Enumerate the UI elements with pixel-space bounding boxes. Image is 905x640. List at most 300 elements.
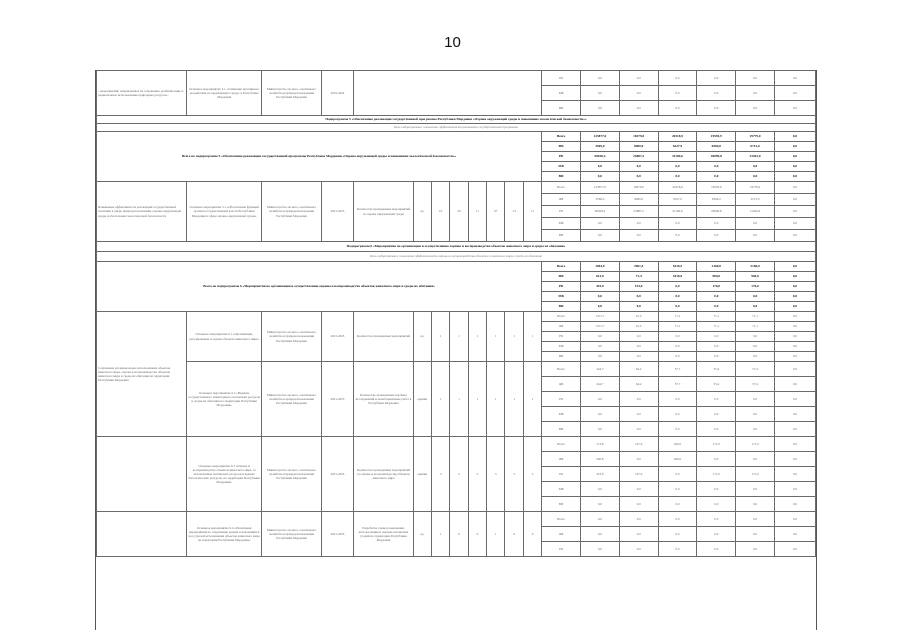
funding-source-cell: ВИ [542, 172, 581, 182]
funding-value-cell: 0,0 [774, 512, 815, 527]
funding-value-cell: 0,0 [736, 86, 775, 101]
funding-value-cell: 0,0 [619, 497, 658, 512]
funding-value-cell: 0,0 [619, 218, 658, 230]
funding-source-cell: РБ [542, 467, 581, 482]
funding-value-cell: 0,0 [774, 467, 815, 482]
funding-value-cell: 0,0 [774, 407, 815, 422]
funding-value-cell: 290,0 [658, 452, 697, 467]
funding-value-cell: 0,0 [774, 527, 815, 542]
funding-value-cell: 0,0 [658, 497, 697, 512]
funding-value-cell: 0,0 [697, 302, 736, 312]
funding-value-cell: 0,0 [736, 512, 775, 527]
funding-value-cell: 244,7 [581, 362, 620, 377]
funding-value-cell: 0,0 [581, 527, 620, 542]
funding-value-cell: 984,0 [736, 272, 775, 282]
funding-value-cell: 0,0 [697, 172, 736, 182]
funding-value-cell: 0,0 [619, 172, 658, 182]
funding-value-cell: 0,0 [736, 422, 775, 437]
funding-value-cell: 0,0 [619, 302, 658, 312]
indicator-name-cell: Количество проведенных мероприятий по охране и воспроизводству объектов животного мира [354, 437, 413, 512]
funding-value-cell: 1064,0 [581, 262, 620, 272]
funding-value-cell: 0,0 [736, 332, 775, 342]
funding-value-cell: 0,0 [774, 182, 815, 194]
budget-table-sheet [95, 70, 817, 630]
executor-cell: Министерство лесного, охотничьего хозяйства и природопользования Республики Мордовия [262, 312, 321, 362]
funding-value-cell: 0,0 [581, 332, 620, 342]
measure-name-cell: Основное мероприятие 6.3 «Охрана и воспроизводство объектов животного мира, за исключением охотничьих ресурсов и водных биологических ресурсов, на территории Республики Мордовия» [186, 437, 262, 512]
funding-source-cell: ФБ [542, 322, 581, 332]
funding-value-cell: 713,8 [581, 437, 620, 452]
funding-value-cell: 21042,0 [736, 206, 775, 218]
funding-value-cell: 1371,7 [581, 312, 620, 322]
indicator-value-cell: 1 [468, 312, 486, 362]
unit-cell: ед. [413, 512, 431, 557]
indicator-value-cell: 5 [505, 437, 523, 512]
indicator-value-cell: 0 [468, 512, 486, 557]
funding-value-cell: 176,0 [736, 282, 775, 292]
funding-value-cell: 0,0 [774, 352, 815, 362]
funding-value-cell: 0,0 [658, 482, 697, 497]
funding-value-cell: 21169,6 [658, 152, 697, 162]
funding-value-cell: 2160,0 [697, 262, 736, 272]
funding-value-cell: 0,0 [774, 152, 815, 162]
unit-cell: ед. [413, 312, 431, 362]
funding-source-cell: РБ [542, 282, 581, 292]
funding-value-cell: 0,0 [619, 71, 658, 86]
funding-source-cell: Всего [542, 132, 581, 142]
funding-source-cell: Всего [542, 312, 581, 322]
funding-value-cell: 0,0 [619, 542, 658, 557]
subprogram-goal-cell: Цель подпрограммы: повышение эффективности реализации государственной программы [97, 124, 816, 132]
indicator-name-cell: Разработка схемы размещения, использования и охраны охотничьих угодий на территории Республики Мордовия [354, 512, 413, 557]
funding-value-cell: 0,0 [697, 86, 736, 101]
funding-source-cell: МБ [542, 162, 581, 172]
funding-source-cell: ФБ [542, 527, 581, 542]
subprogram-total-label-cell: Всего по подпрограмме 5 «Обеспечение реализации государственной программы Республики Мордовия «Охрана окружающей среды и повышение экологической безопасности»» [97, 132, 542, 182]
indicator-value-cell: 1 [431, 512, 449, 557]
funding-value-cell: 0,0 [658, 302, 697, 312]
funding-value-cell: 0,0 [774, 342, 815, 352]
funding-value-cell: 0,0 [774, 377, 815, 392]
funding-value-cell: 0,0 [774, 71, 815, 86]
funding-value-cell: 1371,7 [581, 322, 620, 332]
funding-source-cell: РБ [542, 71, 581, 86]
funding-value-cell: 20099,8 [697, 152, 736, 162]
funding-value-cell: 0,0 [774, 542, 815, 557]
funding-value-cell: 3569,0 [581, 194, 620, 206]
funding-value-cell: 0,0 [774, 86, 815, 101]
goal-description-cell [97, 512, 187, 557]
funding-value-cell: 0,0 [774, 302, 815, 312]
table-row [97, 512, 816, 527]
funding-value-cell: 25887,2 [619, 206, 658, 218]
funding-value-cell: 20318,9 [658, 182, 697, 194]
funding-source-cell: ФБ [542, 142, 581, 152]
measure-name-cell: Основное мероприятие 6.2 «Ведение государственного мониторинга охотничьих ресурсов и среды их обитания на территории Республики Мордовия» [186, 362, 262, 437]
funding-value-cell: 0,0 [619, 422, 658, 437]
indicator-value-cell: 10 [431, 182, 449, 242]
table-row [97, 242, 816, 252]
funding-source-cell: МБ [542, 342, 581, 352]
funding-value-cell: 0,0 [658, 342, 697, 352]
funding-value-cell: 0,0 [581, 352, 620, 362]
funding-value-cell: 0,0 [581, 302, 620, 312]
funding-value-cell: 0,0 [774, 172, 815, 182]
funding-value-cell: 0,0 [774, 162, 815, 172]
indicator-value-cell: 5 [468, 437, 486, 512]
funding-value-cell: 0,0 [581, 482, 620, 497]
funding-value-cell: 6584,0 [697, 142, 736, 152]
funding-value-cell: 984,0 [697, 272, 736, 282]
funding-value-cell: 0,0 [697, 407, 736, 422]
indicator-block-cell [354, 71, 542, 116]
funding-value-cell: 0,0 [619, 512, 658, 527]
indicator-value-cell: 1 [450, 312, 468, 362]
funding-value-cell: 0,0 [774, 452, 815, 467]
executor-cell: Министерство лесного, охотничьего хозяйства и природопользования Республики Мордовия [262, 182, 321, 242]
executor-cell: Министерство лесного, охотничьего хозяйства и природопользования Республики Мордовия [262, 71, 321, 116]
funding-value-cell: 2160,0 [736, 262, 775, 272]
table-row [97, 124, 816, 132]
funding-value-cell: 0,0 [581, 71, 620, 86]
funding-value-cell: 3569,0 [581, 142, 620, 152]
funding-value-cell: 0,0 [658, 101, 697, 116]
indicator-name-cell: Количество проведенных мероприятий [354, 312, 413, 362]
indicator-value-cell: 20 [450, 182, 468, 242]
funding-value-cell: 0,0 [619, 292, 658, 302]
indicator-value-cell: 1 [487, 312, 505, 362]
indicator-value-cell: 1 [431, 362, 449, 437]
funding-value-cell: 0,0 [736, 482, 775, 497]
indicator-value-cell: 0 [450, 512, 468, 557]
indicator-value-cell: 1 [523, 362, 541, 437]
funding-value-cell: 6584,0 [697, 194, 736, 206]
funding-source-cell: МБ [542, 86, 581, 101]
indicator-value-cell: 1 [450, 362, 468, 437]
indicator-value-cell: 0 [505, 512, 523, 557]
funding-value-cell: 90028,4 [581, 206, 620, 218]
subprogram-goal-cell: Цель подпрограммы: повышение эффективности охраны и воспроизводства объектов животного мира и среды их обитания [97, 252, 816, 262]
funding-source-cell: ВИ [542, 352, 581, 362]
funding-value-cell: 0,0 [581, 407, 620, 422]
funding-value-cell: 0,0 [774, 312, 815, 322]
funding-value-cell: 0,0 [619, 482, 658, 497]
funding-value-cell: 453,0 [581, 282, 620, 292]
funding-value-cell: 0,0 [581, 342, 620, 352]
funding-value-cell: 0,0 [774, 362, 815, 377]
indicator-value-cell: 13 [505, 182, 523, 242]
funding-value-cell: 0,0 [736, 71, 775, 86]
funding-value-cell: 55,4 [697, 362, 736, 377]
funding-value-cell: 0,0 [658, 292, 697, 302]
funding-value-cell: 0,0 [736, 497, 775, 512]
funding-value-cell: 71,1 [658, 322, 697, 332]
funding-value-cell: 290,0 [658, 437, 697, 452]
indicator-value-cell: 1 [487, 512, 505, 557]
indicator-value-cell: 1 [505, 362, 523, 437]
funding-value-cell: 55,4 [697, 377, 736, 392]
subprogram-total-label-cell: Всего по подпрограмме 6 «Мероприятия по организации и осуществлению охраны и воспроизводства объектов животного мира и среды их обитания» [97, 262, 542, 312]
funding-value-cell: 0,0 [581, 86, 620, 101]
period-cell: 2021-2025 [321, 362, 354, 437]
funding-value-cell: 0,0 [774, 392, 815, 407]
indicator-value-cell: 1 [468, 362, 486, 437]
funding-value-cell: 0,0 [697, 71, 736, 86]
funding-value-cell: 0,0 [658, 218, 697, 230]
indicator-value-cell: 11 [468, 182, 486, 242]
funding-value-cell: 153,0 [619, 282, 658, 292]
funding-value-cell: 0,0 [581, 218, 620, 230]
funding-value-cell: 18279,0 [619, 182, 658, 194]
indicator-name-cell: Количество проведенных научных исследований и мониторинговых работ в Республике Мордовия [354, 362, 413, 437]
funding-value-cell: 57,7 [658, 377, 697, 392]
funding-value-cell: 0,0 [774, 292, 815, 302]
funding-value-cell: 0,0 [658, 467, 697, 482]
funding-source-cell: РБ [542, 542, 581, 557]
funding-value-cell: 0,0 [658, 422, 697, 437]
funding-value-cell: 453,0 [581, 467, 620, 482]
unit-cell: ед. [413, 182, 431, 242]
funding-value-cell: 0,0 [581, 292, 620, 302]
funding-value-cell: 6713,0 [736, 194, 775, 206]
subprogram-title-cell: Подпрограмма 6 «Мероприятия по организации и осуществлению охраны и воспроизводства объектов животного мира и среды их обитания» [97, 242, 816, 252]
funding-source-cell: Всего [542, 182, 581, 194]
funding-value-cell: 147,0 [619, 467, 658, 482]
funding-value-cell: 0,0 [774, 132, 815, 142]
funding-value-cell: 21169,6 [658, 206, 697, 218]
funding-value-cell: 0,0 [619, 162, 658, 172]
funding-value-cell: 0,0 [774, 437, 815, 452]
funding-source-cell: Всего [542, 362, 581, 377]
funding-value-cell: 19593,9 [697, 132, 736, 142]
table-row [97, 362, 816, 377]
funding-value-cell: 0,0 [581, 512, 620, 527]
indicator-value-cell: 5 [431, 437, 449, 512]
funding-value-cell: 0,0 [658, 352, 697, 362]
measure-name-cell: Основное мероприятие 3.1 «Снижение негативного воздействия на окружающую среду» в Республике Мордовия [186, 71, 262, 116]
funding-value-cell: 64,2 [619, 377, 658, 392]
funding-value-cell: 171,0 [736, 467, 775, 482]
funding-value-cell: 0,0 [658, 512, 697, 527]
funding-value-cell: 0,0 [658, 172, 697, 182]
funding-value-cell: 0,0 [697, 162, 736, 172]
funding-source-cell: РБ [542, 392, 581, 407]
indicator-value-cell: 1 [523, 312, 541, 362]
funding-value-cell: 0,0 [581, 392, 620, 407]
table-row [97, 116, 816, 124]
funding-value-cell: 0,0 [581, 162, 620, 172]
funding-value-cell: 0,0 [619, 230, 658, 242]
funding-source-cell: РБ [542, 152, 581, 162]
page-number: 10 [444, 34, 461, 51]
goal-description-cell: Повышение эффективности реализации государственной политики в сфере природопользования, охраны окружающей среды и обеспечения экологической безопасности [97, 182, 187, 242]
funding-value-cell: 0,0 [619, 86, 658, 101]
funding-source-cell: МБ [542, 218, 581, 230]
funding-value-cell: 0,0 [774, 422, 815, 437]
funding-source-cell: ФБ [542, 272, 581, 282]
funding-value-cell: 19779,0 [736, 132, 775, 142]
funding-source-cell: ВИ [542, 230, 581, 242]
funding-value-cell: 0,0 [736, 527, 775, 542]
funding-source-cell: МБ [542, 407, 581, 422]
funding-value-cell: 6327,9 [658, 194, 697, 206]
funding-value-cell: 0,0 [736, 342, 775, 352]
funding-value-cell: 0,0 [658, 407, 697, 422]
period-cell: 2021-2025 [321, 182, 354, 242]
indicator-value-cell: 5 [487, 437, 505, 512]
funding-value-cell: 71,1 [658, 312, 697, 322]
funding-value-cell: 0,0 [736, 162, 775, 172]
funding-source-cell: МБ [542, 292, 581, 302]
funding-value-cell: 171,0 [697, 437, 736, 452]
funding-source-cell: Всего [542, 437, 581, 452]
table-row [97, 437, 816, 452]
funding-value-cell: 0,0 [774, 142, 815, 152]
funding-value-cell: 71,1 [736, 312, 775, 322]
funding-value-cell: 0,0 [581, 101, 620, 116]
funding-value-cell: 57,4 [736, 377, 775, 392]
funding-value-cell: 5410,0 [658, 272, 697, 282]
funding-value-cell: 20099,8 [697, 206, 736, 218]
funding-value-cell: 0,0 [619, 392, 658, 407]
funding-value-cell: 0,0 [658, 392, 697, 407]
funding-source-cell: РБ [542, 206, 581, 218]
funding-value-cell: 6713,0 [736, 142, 775, 152]
funding-value-cell: 0,0 [774, 206, 815, 218]
executor-cell: Министерство лесного, охотничьего хозяйства и природопользования Республики Мордовия [262, 437, 321, 512]
funding-value-cell: 0,0 [697, 292, 736, 302]
funding-value-cell: 0,0 [619, 352, 658, 362]
funding-value-cell: 21042,0 [736, 152, 775, 162]
funding-value-cell: 0,0 [658, 527, 697, 542]
indicator-value-cell: 1 [505, 312, 523, 362]
funding-value-cell: 71,1 [697, 312, 736, 322]
funding-source-cell: РБ [542, 332, 581, 342]
budget-table [96, 70, 816, 557]
indicator-value-cell: 1 [487, 362, 505, 437]
funding-value-cell: 0,0 [774, 230, 815, 242]
funding-value-cell: 0,0 [619, 407, 658, 422]
funding-source-cell: ВИ [542, 101, 581, 116]
table-row [97, 132, 816, 142]
funding-value-cell: 0,0 [619, 527, 658, 542]
funding-value-cell: 71,1 [697, 322, 736, 332]
funding-value-cell: 0,0 [658, 71, 697, 86]
funding-value-cell: 613,0 [581, 272, 620, 282]
funding-value-cell: 0,0 [736, 230, 775, 242]
funding-value-cell: 0,0 [581, 542, 620, 557]
funding-value-cell: 0,0 [736, 101, 775, 116]
funding-value-cell: 0,0 [697, 342, 736, 352]
funding-value-cell: 0,0 [581, 230, 620, 242]
funding-value-cell: 0,0 [658, 332, 697, 342]
funding-source-cell: ФБ [542, 377, 581, 392]
funding-value-cell: 0,0 [697, 352, 736, 362]
funding-value-cell: 0,0 [581, 497, 620, 512]
table-row [97, 252, 816, 262]
funding-value-cell: 0,0 [736, 407, 775, 422]
funding-value-cell: 0,0 [658, 282, 697, 292]
goal-description-cell: ...мероприятий, направленных на сохранение, реабилитацию и рациональное использование природных ресурсов... [97, 71, 187, 116]
funding-value-cell: 0,0 [736, 452, 775, 467]
unit-cell: единиц [413, 437, 431, 512]
measure-name-cell: Основное мероприятие 6.1 «Организация, регулирование и охрана объектов животного мира» [186, 312, 262, 362]
funding-value-cell: 123877,0 [581, 182, 620, 194]
funding-value-cell: 0,0 [697, 230, 736, 242]
funding-value-cell: 0,0 [774, 194, 815, 206]
funding-value-cell: 0,0 [619, 332, 658, 342]
indicator-value-cell: 11 [523, 182, 541, 242]
indicator-value-cell: 5 [450, 437, 468, 512]
goal-description-cell [97, 437, 187, 512]
table-row [97, 71, 816, 86]
funding-value-cell: 0,0 [736, 302, 775, 312]
measure-name-cell: Основное мероприятие 5.1 «Обеспечение функций органов государственной власти Республики Мордовия в сфере охраны окружающей среды» [186, 182, 262, 242]
table-row [97, 262, 816, 272]
funding-value-cell: 147,0 [619, 437, 658, 452]
funding-value-cell: 0,0 [697, 101, 736, 116]
funding-value-cell: 25887,2 [619, 152, 658, 162]
funding-value-cell: 0,0 [774, 322, 815, 332]
funding-value-cell: 20318,9 [658, 132, 697, 142]
funding-value-cell: 0,0 [697, 332, 736, 342]
funding-value-cell: 0,0 [697, 512, 736, 527]
funding-value-cell: 0,0 [774, 272, 815, 282]
funding-value-cell: 0,0 [697, 218, 736, 230]
executor-cell: Министерство лесного, охотничьего хозяйства и природопользования Республики Мордовия [262, 362, 321, 437]
indicator-value-cell: 67 [487, 182, 505, 242]
funding-value-cell: 0,0 [736, 392, 775, 407]
funding-value-cell: 18279,0 [619, 132, 658, 142]
executor-cell: Министерство лесного, охотничьего хозяйства и природопользования Республики Мордовия [262, 512, 321, 557]
funding-value-cell: 0,0 [736, 172, 775, 182]
funding-value-cell: 0,0 [697, 452, 736, 467]
funding-value-cell: 2961,4 [619, 262, 658, 272]
indicator-value-cell: 0 [523, 512, 541, 557]
funding-value-cell: 8480,0 [619, 194, 658, 206]
funding-value-cell: 0,0 [581, 172, 620, 182]
funding-value-cell: 171,0 [697, 467, 736, 482]
funding-value-cell: 57,4 [736, 362, 775, 377]
funding-value-cell: 0,0 [774, 497, 815, 512]
funding-value-cell: 64,2 [619, 362, 658, 377]
funding-source-cell: ФБ [542, 452, 581, 467]
funding-value-cell: 0,0 [658, 162, 697, 172]
measure-name-cell: Основное мероприятие 6.4 «Реализация мероприятий по сохранению редких и находящихся под угрозой исчезновения объектов животного мира на территории Республики Мордовия» [186, 512, 262, 557]
funding-value-cell: 91,2 [619, 322, 658, 332]
funding-value-cell: 0,0 [697, 392, 736, 407]
funding-source-cell: Всего [542, 512, 581, 527]
funding-value-cell: 0,0 [658, 542, 697, 557]
funding-value-cell: 0,0 [658, 230, 697, 242]
funding-value-cell: 71,1 [736, 322, 775, 332]
funding-value-cell: 0,0 [774, 101, 815, 116]
funding-value-cell: 244,7 [581, 377, 620, 392]
funding-value-cell: 91,2 [619, 312, 658, 322]
funding-value-cell: 0,0 [697, 482, 736, 497]
period-cell: 2021-2025 [321, 512, 354, 557]
funding-value-cell: 90028,4 [581, 152, 620, 162]
funding-value-cell: 176,0 [697, 282, 736, 292]
funding-value-cell: 71,4 [619, 272, 658, 282]
funding-value-cell: 0,0 [736, 292, 775, 302]
funding-value-cell: 260,8 [581, 452, 620, 467]
funding-value-cell: 0,0 [774, 218, 815, 230]
funding-value-cell: 0,0 [581, 422, 620, 437]
funding-source-cell: ВИ [542, 422, 581, 437]
subprogram-title-cell: Подпрограмма 5 «Обеспечение реализации государственной программы Республики Мордовия «Охрана окружающей среды и повышение экологической безопасности»» [97, 116, 816, 124]
funding-value-cell: 0,0 [697, 422, 736, 437]
